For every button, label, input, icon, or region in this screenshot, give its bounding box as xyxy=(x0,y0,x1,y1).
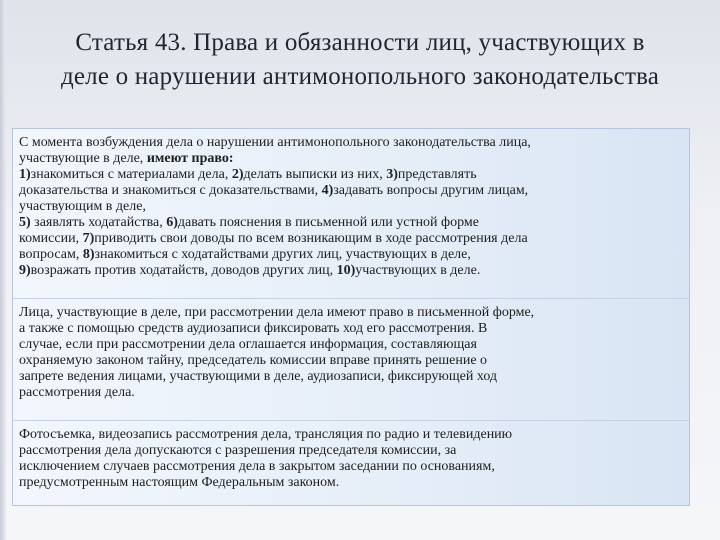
text-line: рассмотрения дела. xyxy=(19,385,135,400)
text-line: предусмотренным настоящим Федеральным законом. xyxy=(19,475,340,490)
text-fragment: приводить свои доводы по всем возникающим в ходе рассмотрения дела xyxy=(94,231,528,246)
slide-title-line-2: деле о нарушении антимонопольного законодательства xyxy=(60,63,660,90)
text-line: охраняемую законом тайну, председатель комиссии вправе принять решение о xyxy=(19,353,488,368)
text-fragment: давать пояснения в письменной или устной форме xyxy=(177,215,479,230)
text-fragment: делать выписки из них, xyxy=(243,167,387,182)
item-number: 9) xyxy=(19,263,31,278)
text-fragment: участвующие в деле, xyxy=(19,151,147,166)
text-fragment: представлять xyxy=(397,167,477,182)
recording-paragraph xyxy=(13,299,689,421)
slide-title xyxy=(0,26,720,94)
text-line: Фотосъемка, видеозапись рассмотрения дела, трансляция по радио и телевидению xyxy=(19,427,513,442)
item-number: 7) xyxy=(82,231,95,246)
broadcast-paragraph xyxy=(13,421,689,505)
text-fragment: комиссии, xyxy=(19,231,83,246)
content-box xyxy=(12,128,690,506)
text-line xyxy=(19,151,685,167)
text-line xyxy=(19,167,685,183)
text-fragment: задавать вопросы другим лицам, xyxy=(333,183,529,198)
item-number: 5) xyxy=(19,215,31,230)
text-line xyxy=(19,247,685,263)
text-line: рассмотрения дела допускаются с разрешения председателя комиссии, за xyxy=(19,443,457,458)
text-line xyxy=(19,135,685,151)
text-fragment: участвующих в деле. xyxy=(355,263,481,278)
rights-heading: имеют право: xyxy=(146,151,234,166)
text-fragment: знакомиться с ходатайствами других лиц, участвующих в деле, xyxy=(94,247,471,262)
item-number: 3) xyxy=(386,167,398,182)
text-fragment: вопросам, xyxy=(19,247,83,262)
item-number: 10) xyxy=(336,263,356,278)
text-line: Лица, участвующие в деле, при рассмотрении дела имеют право в письменной форме, xyxy=(19,305,535,320)
text-fragment: возражать против ходатайств, доводов других лиц, xyxy=(30,263,337,278)
text-fragment: знакомиться с материалами дела, xyxy=(30,167,232,182)
text-line: запрете ведения лицами, участвующими в деле, аудиозаписи, фиксирующей ход xyxy=(19,369,498,384)
text-line xyxy=(19,183,685,199)
text-fragment: С момента возбуждения дела о нарушении антимонопольного законодательства лица, xyxy=(19,135,531,150)
item-number: 4) xyxy=(321,183,334,198)
item-number: 2) xyxy=(231,167,244,182)
text-line: случае, если при рассмотрении дела оглашается информация, составляющая xyxy=(19,337,477,352)
text-line xyxy=(19,215,685,231)
item-number: 6) xyxy=(166,215,178,230)
text-line: исключением случаев рассмотрения дела в закрытом заседании по основаниям, xyxy=(19,459,495,474)
text-line: а также с помощью средств аудиозаписи фиксировать ход его рассмотрения. В xyxy=(19,321,488,336)
text-fragment: доказательства и знакомиться с доказательствами, xyxy=(19,183,322,198)
slide-title-line-1: Статья 43. Права и обязанности лиц, участвующих в xyxy=(75,29,645,56)
text-line: участвующим в деле, xyxy=(19,199,146,214)
item-number: 1) xyxy=(19,167,31,182)
item-number: 8) xyxy=(82,247,95,262)
text-fragment: заявлять ходатайства, xyxy=(30,215,167,230)
rights-paragraph xyxy=(13,129,689,299)
text-line xyxy=(19,231,685,247)
text-line xyxy=(19,263,685,279)
